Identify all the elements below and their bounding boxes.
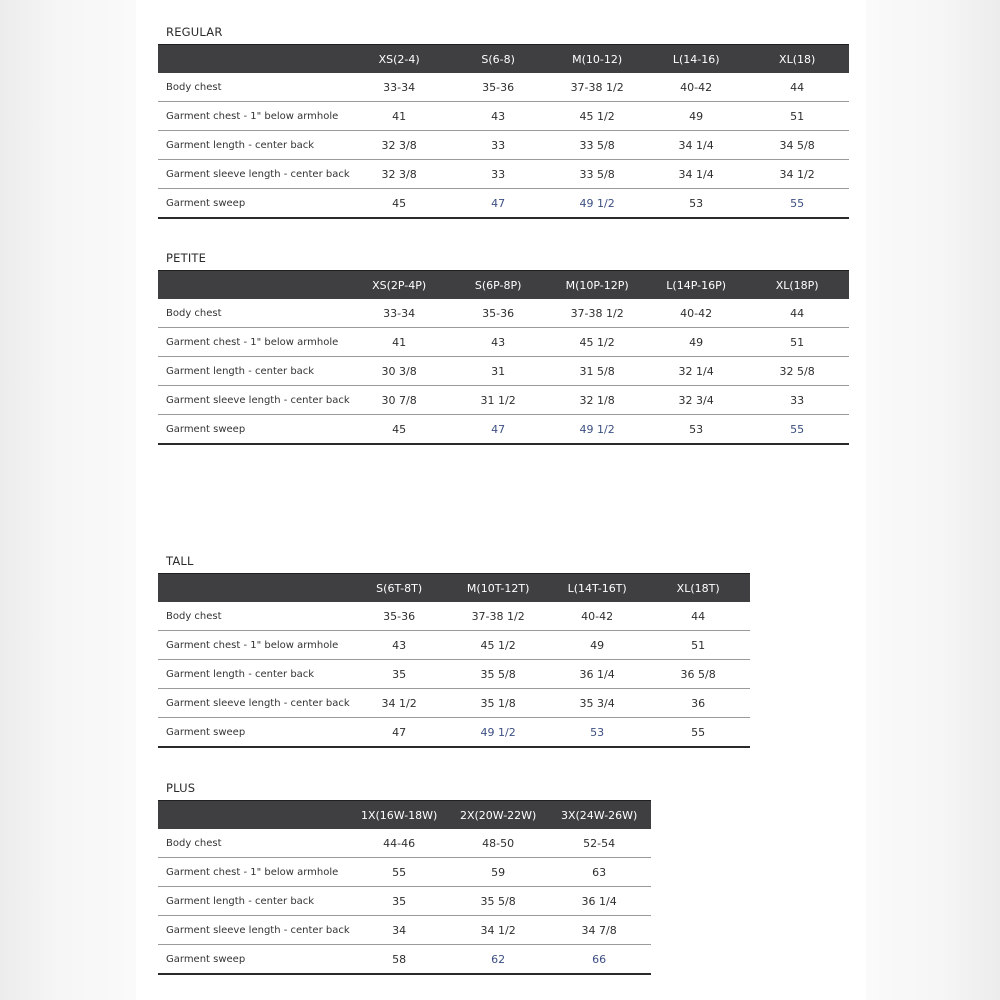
header-cell [158, 271, 350, 300]
table-cell: 45 [350, 415, 449, 445]
table-cell: 43 [449, 328, 548, 357]
row-label: Garment length - center back [158, 131, 350, 160]
row-label: Garment sweep [158, 945, 350, 975]
table-cell: 43 [449, 102, 548, 131]
table-cell: 35 [350, 887, 449, 916]
header-cell: M(10P-12P) [548, 271, 647, 300]
header-cell: XL(18) [746, 45, 849, 74]
table-cell: 43 [350, 631, 449, 660]
table-row [158, 73, 849, 102]
table-cell: 30 3/8 [350, 357, 449, 386]
table-cell: 49 1/2 [548, 189, 647, 219]
table-cell: 53 [647, 415, 746, 445]
table-cell: 51 [746, 328, 849, 357]
table-row [158, 916, 651, 945]
table-cell: 53 [548, 718, 647, 748]
row-label: Body chest [158, 602, 350, 631]
table-cell: 40-42 [647, 73, 746, 102]
tall-section [158, 553, 750, 748]
table-row [158, 887, 651, 916]
table-cell: 37-38 1/2 [548, 73, 647, 102]
row-label: Garment chest - 1" below armhole [158, 328, 350, 357]
size-table [158, 800, 651, 975]
header-cell [158, 45, 350, 74]
table-cell: 55 [746, 415, 849, 445]
row-label: Garment sweep [158, 189, 350, 219]
table-cell: 32 3/8 [350, 131, 449, 160]
header-cell: 1X(16W-18W) [350, 801, 449, 830]
table-cell: 36 [647, 689, 750, 718]
table-row [158, 160, 849, 189]
header-cell: S(6P-8P) [449, 271, 548, 300]
table-cell: 36 5/8 [647, 660, 750, 689]
table-cell: 34 1/2 [350, 689, 449, 718]
plus-section [158, 780, 651, 975]
table-cell: 49 [548, 631, 647, 660]
header-cell: M(10T-12T) [449, 574, 548, 603]
row-label: Garment chest - 1" below armhole [158, 631, 350, 660]
row-label: Garment length - center back [158, 660, 350, 689]
table-row [158, 102, 849, 131]
table-cell: 44 [746, 73, 849, 102]
table-cell: 51 [647, 631, 750, 660]
table-cell: 48-50 [449, 829, 548, 858]
table-cell: 34 1/4 [647, 160, 746, 189]
table-cell: 55 [647, 718, 750, 748]
header-cell [158, 574, 350, 603]
row-label: Body chest [158, 73, 350, 102]
header-cell: XS(2P-4P) [350, 271, 449, 300]
header-cell: M(10-12) [548, 45, 647, 74]
table-row [158, 602, 750, 631]
row-label: Garment sleeve length - center back [158, 160, 350, 189]
table-cell: 45 1/2 [548, 102, 647, 131]
table-cell: 32 3/8 [350, 160, 449, 189]
row-label: Garment sleeve length - center back [158, 386, 350, 415]
table-cell: 31 5/8 [548, 357, 647, 386]
table-cell: 33-34 [350, 73, 449, 102]
table-row [158, 829, 651, 858]
table-cell: 59 [449, 858, 548, 887]
table-cell: 66 [548, 945, 651, 975]
header-row [158, 801, 651, 830]
table-row [158, 858, 651, 887]
header-cell: XL(18T) [647, 574, 750, 603]
table-cell: 47 [350, 718, 449, 748]
table-cell: 40-42 [548, 602, 647, 631]
table-cell: 34 5/8 [746, 131, 849, 160]
table-cell: 45 [350, 189, 449, 219]
header-cell: XS(2-4) [350, 45, 449, 74]
table-cell: 44-46 [350, 829, 449, 858]
header-row [158, 45, 849, 74]
table-cell: 34 1/4 [647, 131, 746, 160]
table-cell: 34 7/8 [548, 916, 651, 945]
table-cell: 35 1/8 [449, 689, 548, 718]
row-label: Body chest [158, 299, 350, 328]
table-row [158, 357, 849, 386]
table-cell: 62 [449, 945, 548, 975]
table-cell: 55 [746, 189, 849, 219]
row-label: Garment sweep [158, 415, 350, 445]
table-cell: 34 1/2 [746, 160, 849, 189]
table-cell: 32 1/8 [548, 386, 647, 415]
table-cell: 32 5/8 [746, 357, 849, 386]
table-row [158, 631, 750, 660]
table-cell: 52-54 [548, 829, 651, 858]
table-cell: 44 [746, 299, 849, 328]
table-row [158, 415, 849, 445]
table-row [158, 945, 651, 975]
table-row [158, 689, 750, 718]
table-cell: 44 [647, 602, 750, 631]
size-table [158, 573, 750, 748]
table-cell: 37-38 1/2 [548, 299, 647, 328]
table-cell: 45 1/2 [548, 328, 647, 357]
table-row [158, 299, 849, 328]
table-cell: 55 [350, 858, 449, 887]
table-cell: 47 [449, 189, 548, 219]
table-row [158, 189, 849, 219]
table-cell: 36 1/4 [548, 887, 651, 916]
table-cell: 33 5/8 [548, 160, 647, 189]
table-cell: 49 1/2 [449, 718, 548, 748]
section-title: PLUS [166, 781, 196, 795]
table-cell: 34 [350, 916, 449, 945]
table-cell: 49 1/2 [548, 415, 647, 445]
header-cell [158, 801, 350, 830]
table-cell: 36 1/4 [548, 660, 647, 689]
row-label: Garment length - center back [158, 357, 350, 386]
table-cell: 47 [449, 415, 548, 445]
table-row [158, 386, 849, 415]
header-row [158, 574, 750, 603]
header-cell: L(14P-16P) [647, 271, 746, 300]
table-cell: 35-36 [449, 299, 548, 328]
header-cell: S(6T-8T) [350, 574, 449, 603]
table-cell: 45 1/2 [449, 631, 548, 660]
table-cell: 35 3/4 [548, 689, 647, 718]
table-cell: 35 [350, 660, 449, 689]
table-cell: 33 [449, 160, 548, 189]
table-cell: 49 [647, 328, 746, 357]
table-cell: 49 [647, 102, 746, 131]
table-row [158, 328, 849, 357]
row-label: Body chest [158, 829, 350, 858]
table-cell: 41 [350, 328, 449, 357]
table-cell: 30 7/8 [350, 386, 449, 415]
header-cell: 3X(24W-26W) [548, 801, 651, 830]
table-cell: 35 5/8 [449, 660, 548, 689]
size-table [158, 44, 849, 219]
header-cell: L(14-16) [647, 45, 746, 74]
petite-section [158, 250, 849, 445]
table-row [158, 131, 849, 160]
row-label: Garment chest - 1" below armhole [158, 858, 350, 887]
table-row [158, 718, 750, 748]
table-cell: 40-42 [647, 299, 746, 328]
table-cell: 32 1/4 [647, 357, 746, 386]
row-label: Garment sweep [158, 718, 350, 748]
header-cell: L(14T-16T) [548, 574, 647, 603]
row-label: Garment length - center back [158, 887, 350, 916]
row-label: Garment sleeve length - center back [158, 689, 350, 718]
table-cell: 63 [548, 858, 651, 887]
table-row [158, 660, 750, 689]
size-table [158, 270, 849, 445]
table-cell: 32 3/4 [647, 386, 746, 415]
table-cell: 33 5/8 [548, 131, 647, 160]
section-title: TALL [166, 554, 194, 568]
table-cell: 35-36 [449, 73, 548, 102]
row-label: Garment chest - 1" below armhole [158, 102, 350, 131]
header-cell: S(6-8) [449, 45, 548, 74]
header-cell: XL(18P) [746, 271, 849, 300]
header-cell: 2X(20W-22W) [449, 801, 548, 830]
table-cell: 33 [746, 386, 849, 415]
section-title: REGULAR [166, 25, 223, 39]
header-row [158, 271, 849, 300]
row-label: Garment sleeve length - center back [158, 916, 350, 945]
table-cell: 41 [350, 102, 449, 131]
table-cell: 37-38 1/2 [449, 602, 548, 631]
table-cell: 53 [647, 189, 746, 219]
size-chart-sheet [136, 0, 866, 1000]
table-cell: 58 [350, 945, 449, 975]
table-cell: 34 1/2 [449, 916, 548, 945]
table-cell: 35 5/8 [449, 887, 548, 916]
table-cell: 51 [746, 102, 849, 131]
table-cell: 33-34 [350, 299, 449, 328]
regular-section [158, 24, 849, 219]
table-cell: 35-36 [350, 602, 449, 631]
table-cell: 31 [449, 357, 548, 386]
section-title: PETITE [166, 251, 207, 265]
table-cell: 31 1/2 [449, 386, 548, 415]
table-cell: 33 [449, 131, 548, 160]
